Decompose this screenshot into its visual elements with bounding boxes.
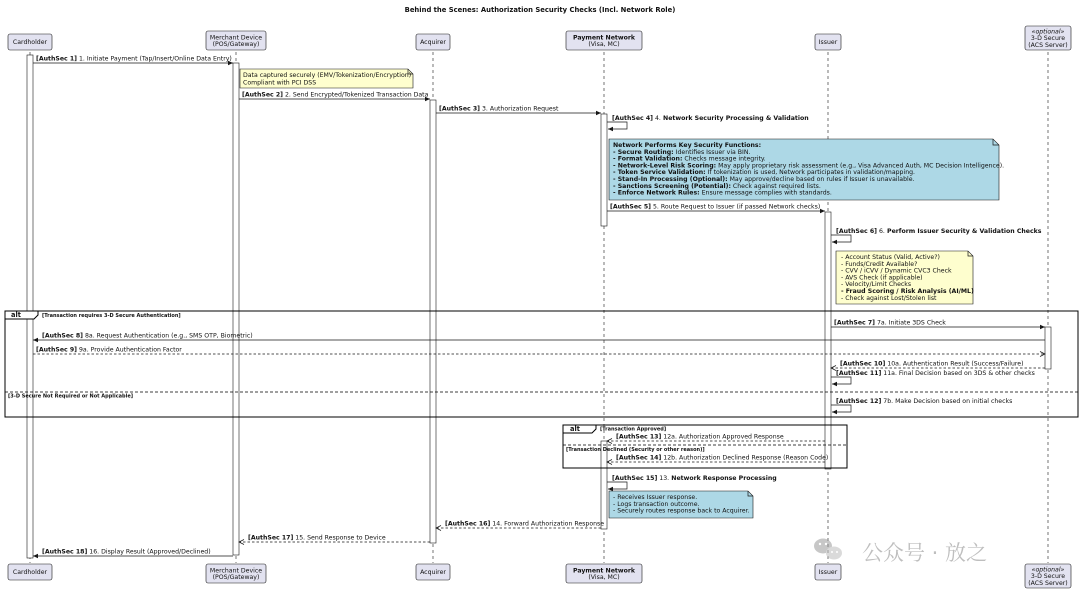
note-response <box>609 491 753 518</box>
participant-label: (Visa, MC) <box>588 574 620 582</box>
activation-issuer <box>825 212 831 469</box>
participant-label: Payment Network <box>572 34 636 42</box>
message-label: [AuthSec 17] 15. Send Response to Device <box>248 534 386 542</box>
message-label: [AuthSec 8] 8a. Request Authentication (e.g., SMS OTP, Biometric) <box>42 332 253 340</box>
participant-label: Acquirer <box>420 39 446 47</box>
note-pci-line-1: Data captured securely (EMV/Tokenization/Encryption) <box>243 72 412 79</box>
activation-cardholder <box>27 55 33 558</box>
messages <box>33 56 1045 559</box>
participant-label: Cardholder <box>12 569 48 577</box>
participant-md-bottom <box>206 564 266 583</box>
participant-label: 3-D Secure <box>1030 35 1066 43</box>
alt1-else: [3-D Secure Not Required or Not Applicable] <box>8 393 134 400</box>
message-label: [AuthSec 6] 6. Perform Issuer Security & Validation Checks <box>836 228 1042 235</box>
participant-label: «optional» <box>1031 28 1065 36</box>
message-11 <box>831 370 1035 386</box>
alt2-condition: [Transaction Approved] <box>600 426 667 433</box>
note-line: - Logs transaction outcome. <box>613 500 700 508</box>
wechat-icon <box>814 539 842 560</box>
participant-label: 3-D Secure <box>1030 573 1066 581</box>
participant-is-top <box>815 34 841 50</box>
participant-label: Payment Network <box>572 567 636 575</box>
diagram-title: Behind the Scenes: Authorization Security Checks (Incl. Network Role) <box>404 6 676 14</box>
participant-aq-top <box>416 34 450 50</box>
note-line: - Enforce Network Rules: Ensure message complies with standards. <box>613 189 832 197</box>
note-pci-line-2: Compliant with PCI DSS <box>243 79 317 87</box>
note-line: - CVV / iCVV / Dynamic CVC3 Check <box>841 267 952 275</box>
message-10 <box>831 361 1045 371</box>
message-7 <box>831 320 1045 330</box>
note-line: - Token Service Validation: If tokenization is used, Network participates in validation/mapping. <box>613 169 916 177</box>
message-label: [AuthSec 5] 5. Route Request to Issuer (if passed Network checks) <box>610 203 821 211</box>
message-4 <box>607 115 809 131</box>
participant-ds-top <box>1025 26 1071 50</box>
message-label: [AuthSec 10] 10a. Authentication Result (Success/Failure) <box>840 360 1024 368</box>
participant-label: (POS/Gateway) <box>212 41 260 49</box>
note-pci <box>240 69 413 88</box>
note-line: - Sanctions Screening (Potential): Check against required lists. <box>613 182 821 190</box>
participant-ds-bottom <box>1025 564 1071 588</box>
message-9 <box>33 347 1045 357</box>
note-issuer <box>836 251 974 304</box>
participant-label: Merchant Device <box>209 34 263 42</box>
activation-network-2 <box>601 441 607 529</box>
activations <box>27 55 1051 558</box>
message-15 <box>607 475 777 491</box>
note-line: - AVS Check (if applicable) <box>841 274 923 282</box>
participant-label: (ACS Server) <box>1028 42 1068 49</box>
message-12 <box>831 398 1012 414</box>
note-line: - Stand-In Processing (Optional): May approve/decline based on rules if Issuer is unavailable. <box>613 176 915 183</box>
message-16 <box>436 521 604 531</box>
alt2-label: alt <box>570 425 580 433</box>
note-line: Network Performs Key Security Functions: <box>613 142 762 149</box>
message-label: [AuthSec 18] 16. Display Result (Approved/Declined) <box>42 548 211 556</box>
message-6 <box>831 228 1042 244</box>
message-1 <box>33 56 233 66</box>
message-label: [AuthSec 11] 11a. Final Decision based on 3DS & other checks <box>836 370 1035 377</box>
participant-label: Issuer <box>818 39 838 47</box>
activation-merchant <box>233 63 239 555</box>
message-5 <box>607 204 825 214</box>
participant-label: «optional» <box>1031 566 1065 574</box>
message-label: [AuthSec 15] 13. Network Response Processing <box>612 475 777 482</box>
message-17 <box>239 535 430 545</box>
message-18 <box>33 549 233 559</box>
participant-pn-top <box>566 31 642 50</box>
participant-label: Issuer <box>818 569 838 577</box>
message-label: [AuthSec 12] 7b. Make Decision based on initial checks <box>836 398 1013 405</box>
message-label: [AuthSec 1] 1. Initiate Payment (Tap/Insert/Online Data Entry) <box>36 55 232 63</box>
participant-is-bottom <box>815 564 841 580</box>
note-line: - Check against Lost/Stolen list <box>841 294 937 302</box>
participant-label: (POS/Gateway) <box>212 574 260 582</box>
message-2 <box>239 92 430 102</box>
message-8 <box>33 333 1045 343</box>
activation-3ds <box>1045 327 1051 369</box>
message-label: [AuthSec 16] 14. Forward Authorization Response <box>445 520 605 528</box>
participant-label: Merchant Device <box>209 567 263 575</box>
watermark-text: 公众号 · 放之 <box>862 541 988 565</box>
message-label: [AuthSec 14] 12b. Authorization Declined Response (Reason Code) <box>616 454 829 462</box>
participant-label: Cardholder <box>12 39 48 47</box>
message-label: [AuthSec 4] 4. Network Security Processing & Validation <box>612 115 809 122</box>
alt2-else: [Transaction Declined (Security or other reason)] <box>566 447 705 453</box>
message-label: [AuthSec 13] 12a. Authorization Approved Response <box>616 433 784 441</box>
note-line: - Securely routes response back to Acquirer. <box>613 507 750 515</box>
message-label: [AuthSec 2] 2. Send Encrypted/Tokenized Transaction Data <box>242 91 429 99</box>
message-14 <box>607 455 828 465</box>
participant-label: Acquirer <box>420 569 446 577</box>
note-line: - Receives Issuer response. <box>613 494 698 501</box>
note-line: - Format Validation: Checks message integrity. <box>613 155 766 163</box>
message-13 <box>607 434 825 444</box>
participant-ch-bottom <box>8 564 52 580</box>
note-line: - Fraud Scoring / Risk Analysis (AI/ML) <box>841 288 974 295</box>
message-label: [AuthSec 3] 3. Authorization Request <box>439 105 559 113</box>
participant-label: (ACS Server) <box>1028 580 1068 587</box>
participant-ch-top <box>8 34 52 50</box>
message-label: [AuthSec 7] 7a. Initiate 3DS Check <box>834 319 946 327</box>
watermark <box>814 539 987 566</box>
alt1-condition: [Transaction requires 3-D Secure Authentication] <box>42 313 181 319</box>
activation-network-1 <box>601 114 607 226</box>
message-label: [AuthSec 9] 9a. Provide Authentication Factor <box>36 346 182 354</box>
alt1-label: alt <box>11 311 21 319</box>
activation-acquirer <box>430 100 436 543</box>
lifelines <box>30 52 1048 563</box>
note-line: - Velocity/Limit Checks <box>841 281 912 289</box>
note-network <box>609 139 1004 200</box>
note-line: - Secure Routing: Identifies Issuer via BIN. <box>613 148 751 156</box>
message-3 <box>436 106 601 116</box>
participant-md-top <box>206 31 266 50</box>
note-line: - Network-Level Risk Scoring: May apply proprietary risk assessment (e.g., Visa Advanced Auth, MC Decision Intelligence). <box>613 162 1005 170</box>
participant-pn-bottom <box>566 564 642 583</box>
participant-aq-bottom <box>416 564 450 580</box>
participant-label: (Visa, MC) <box>588 41 620 49</box>
note-line: - Funds/Credit Available? <box>841 260 918 268</box>
note-line: - Account Status (Valid, Active?) <box>841 254 940 261</box>
